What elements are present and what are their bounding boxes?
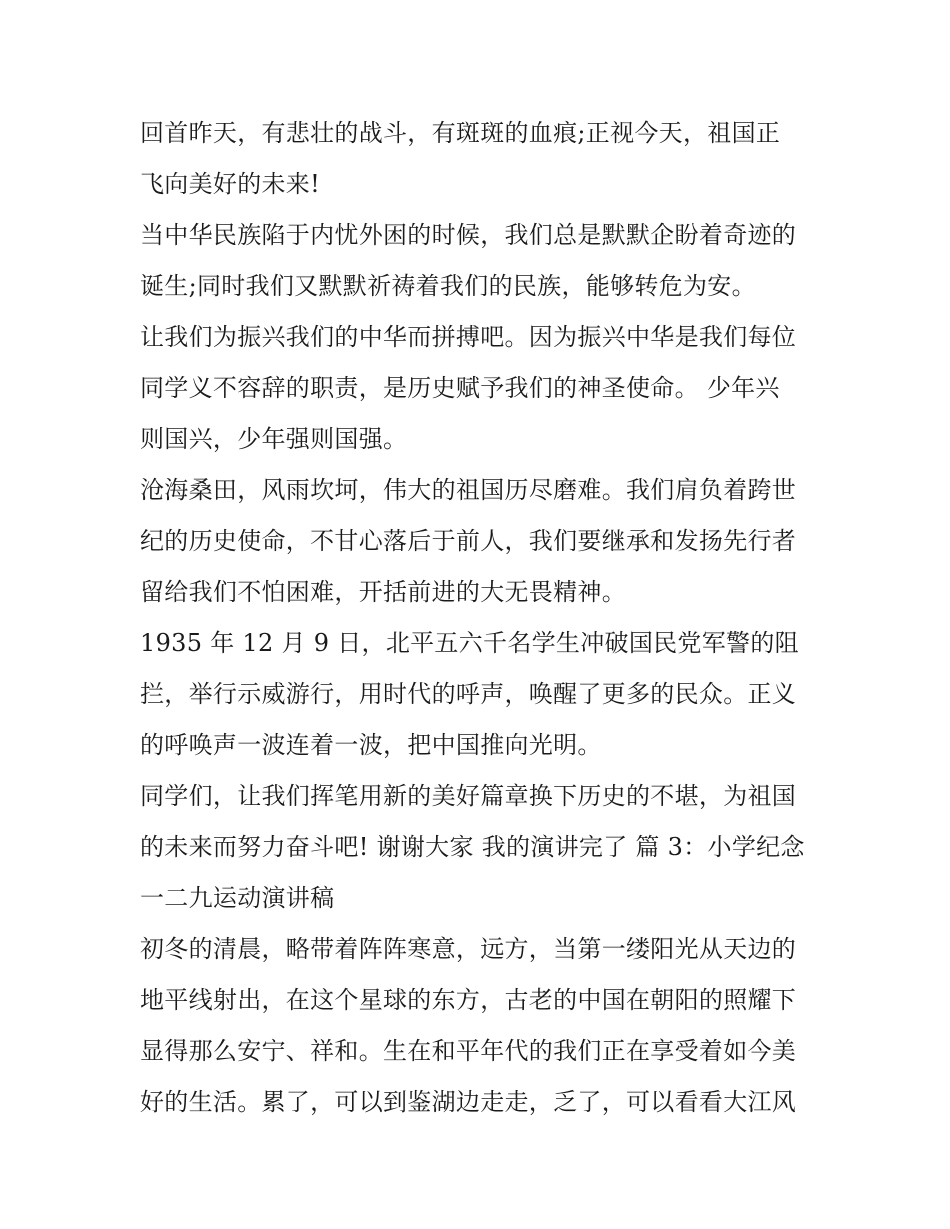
text-line: 1935 年 12 月 9 日，北平五六千名学生冲破国民党军警的阻 xyxy=(140,629,799,657)
text-line: 纪的历史使命，不甘心落后于前人，我们要继承和发扬先行者 xyxy=(140,527,797,555)
text-line: 的未来而努力奋斗吧! 谢谢大家 我的演讲完了 篇 3：小学纪念 xyxy=(140,833,805,861)
text-line: 回首昨天，有悲壮的战斗，有斑斑的血痕;正视今天，祖国正 xyxy=(140,119,781,147)
text-line: 飞向美好的未来! xyxy=(140,170,321,198)
text-line: 沧海桑田，风雨坎坷，伟大的祖国历尽磨难。我们肩负着跨世 xyxy=(140,476,797,504)
text-line: 同学们，让我们挥笔用新的美好篇章换下历史的不堪，为祖国 xyxy=(140,782,797,810)
document-body xyxy=(140,108,820,1128)
text-line: 诞生;同时我们又默默祈祷着我们的民族，能够转危为安。 xyxy=(140,272,756,300)
text-line: 显得那么安宁、祥和。生在和平年代的我们正在享受着如今美 xyxy=(140,1037,797,1065)
text-line: 留给我们不怕困难，开括前进的大无畏精神。 xyxy=(140,578,626,606)
text-line: 同学义不容辞的职责，是历史赋予我们的神圣使命。 少年兴 xyxy=(140,374,780,402)
text-line: 地平线射出，在这个星球的东方，古老的中国在朝阳的照耀下 xyxy=(140,986,797,1014)
text-line: 当中华民族陷于内忧外困的时候，我们总是默默企盼着奇迹的 xyxy=(140,221,797,249)
text-line: 初冬的清晨，略带着阵阵寒意，远方，当第一缕阳光从天边的 xyxy=(140,935,797,963)
text-line: 的呼唤声一波连着一波，把中国推向光明。 xyxy=(140,731,602,759)
text-line: 则国兴，少年强则国强。 xyxy=(140,425,408,453)
text-line: 让我们为振兴我们的中华而拼搏吧。因为振兴中华是我们每位 xyxy=(140,323,797,351)
text-line: 拦，举行示威游行，用时代的呼声，唤醒了更多的民众。正义 xyxy=(140,680,797,708)
text-line: 好的生活。累了，可以到鉴湖边走走，乏了，可以看看大江风 xyxy=(140,1088,797,1116)
text-line: 一二九运动演讲稿 xyxy=(140,884,335,912)
